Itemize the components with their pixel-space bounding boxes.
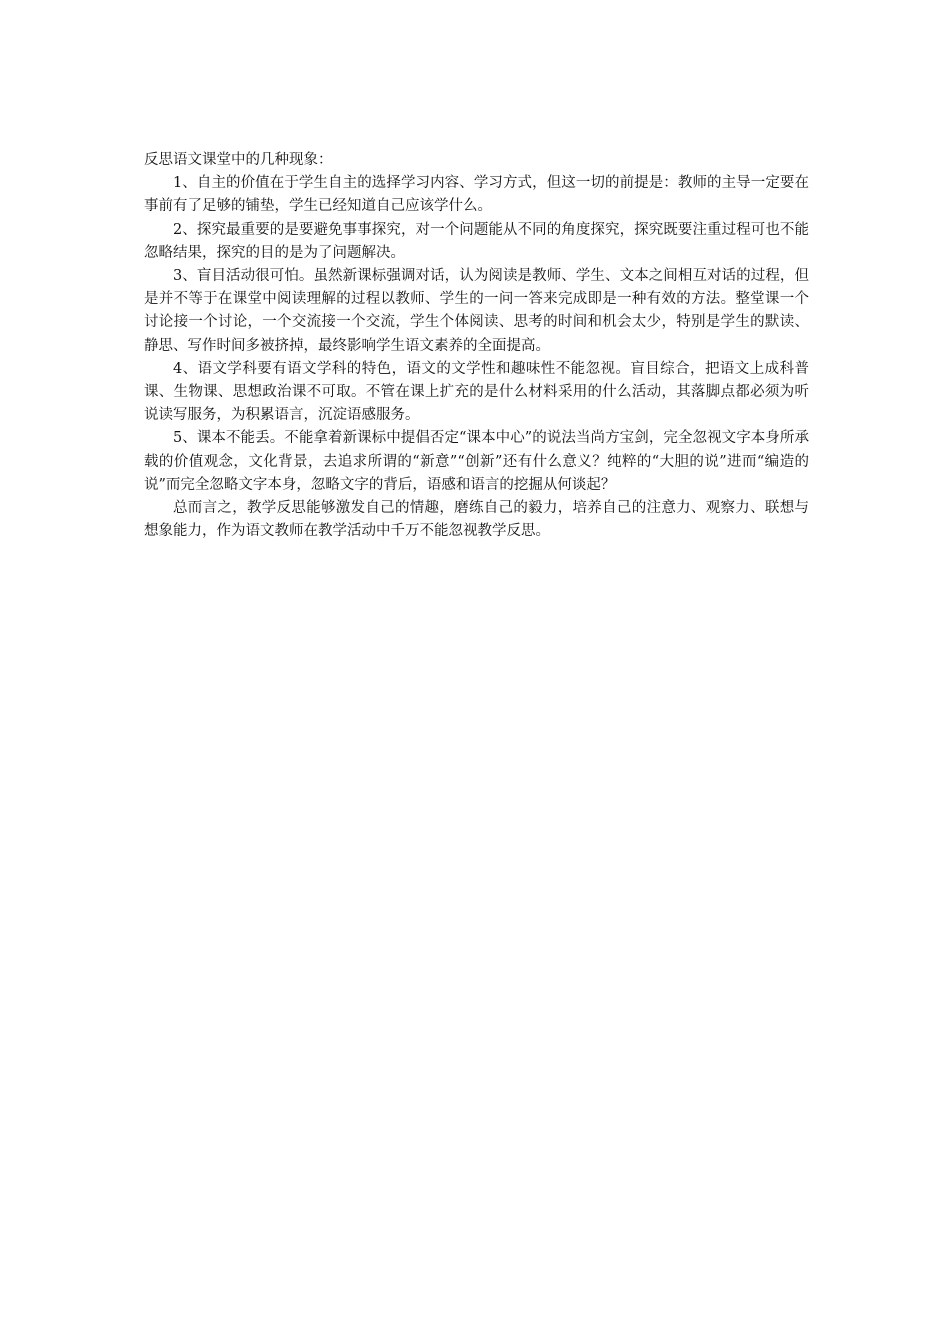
document-body: [144, 149, 809, 543]
paragraph-point-3: 3、盲目活动很可怕。虽然新课标强调对话，认为阅读是教师、学生、文本之间相互对话的过程，但是并不等于在课堂中阅读理解的过程以教师、学生的一问一答来完成即是一种有效的方法。整堂课一个讨论接一个讨论，一个交流接一个交流，学生个体阅读、思考的时间和机会太少，特别是学生的默读、静思、写作时间多被挤掉，最终影响学生语文素养的全面提高。: [144, 268, 809, 354]
document-heading: 反思语文课堂中的几种现象：: [144, 152, 333, 168]
paragraph-conclusion: 总而言之，教学反思能够激发自己的情趣，磨练自己的毅力，培养自己的注意力、观察力、联想与想象能力，作为语文教师在教学活动中千万不能忽视教学反思。: [144, 500, 809, 540]
paragraph-point-1: 1、自主的价值在于学生自主的选择学习内容、学习方式，但这一切的前提是：教师的主导一定要在事前有了足够的铺垫，学生已经知道自己应该学什么。: [144, 175, 809, 215]
paragraph-point-2: 2、探究最重要的是要避免事事探究，对一个问题能从不同的角度探究，探究既要注重过程可也不能忽略结果，探究的目的是为了问题解决。: [144, 221, 809, 261]
paragraph-point-5: 5、课本不能丢。不能拿着新课标中提倡否定“课本中心”的说法当尚方宝剑，完全忽视文字本身所承载的价值观念，文化背景，去追求所谓的“新意”“创新”还有什么意义？纯粹的“大胆的说”进而“编造的说”而完全忽略文字本身，忽略文字的背后，语感和语言的挖掘从何谈起？: [144, 430, 809, 493]
paragraph-point-4: 4、语文学科要有语文学科的特色，语文的文学性和趣味性不能忽视。盲目综合，把语文上成科普课、生物课、思想政治课不可取。不管在课上扩充的是什么材料采用的什么活动，其落脚点都必须为听说读写服务，为积累语言，沉淀语感服务。: [144, 360, 809, 424]
